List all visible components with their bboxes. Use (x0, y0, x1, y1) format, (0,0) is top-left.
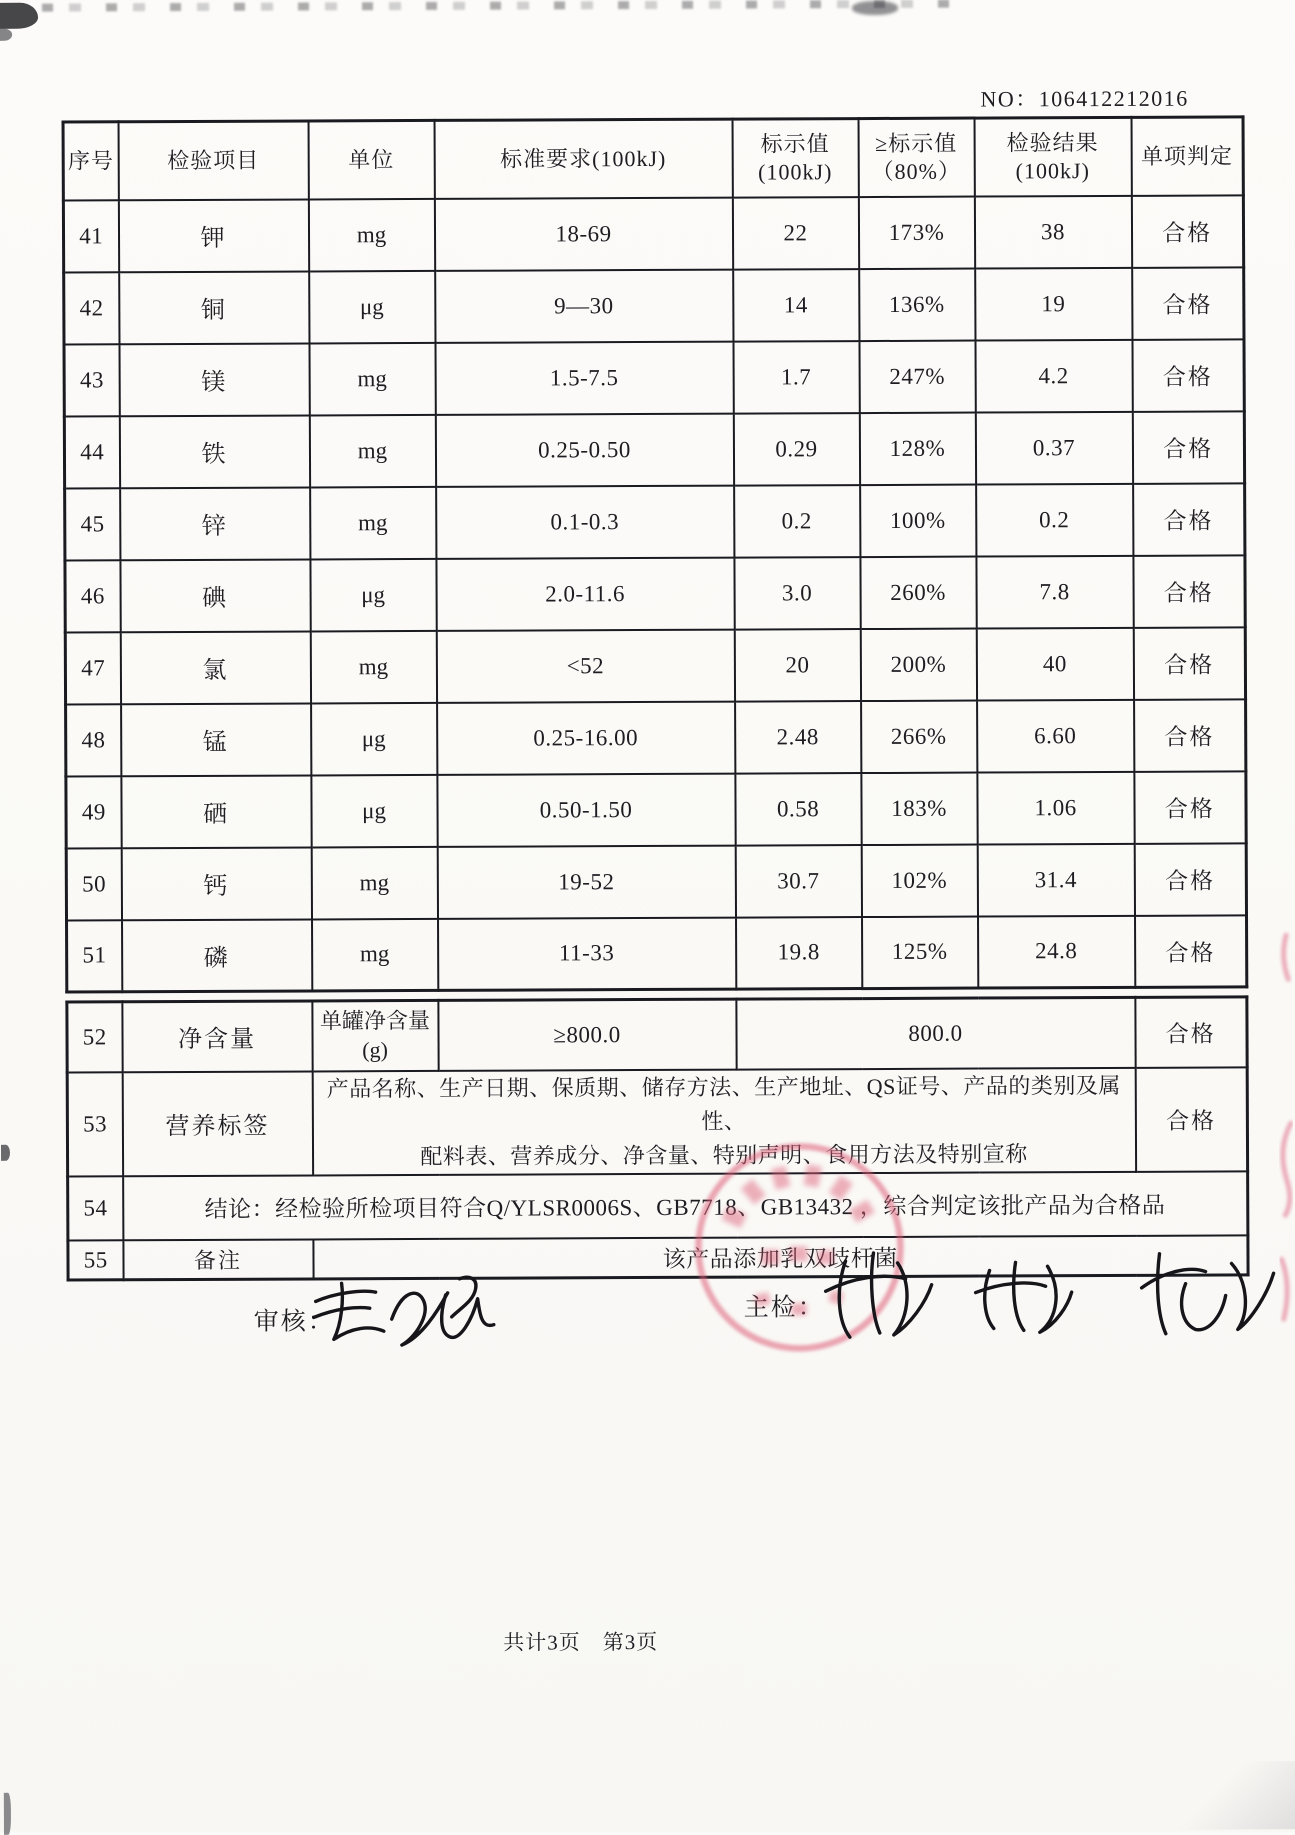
judgment-cell: 合格 (1133, 483, 1245, 555)
labeled-value-cell: 19.8 (736, 917, 862, 990)
labeled-value-cell: 2.48 (735, 701, 861, 774)
unit-cell: mg (309, 414, 435, 487)
document-number: NO：106412212016 (980, 85, 1189, 112)
result-cell: 0.37 (975, 411, 1132, 484)
result-cell: 40 (976, 627, 1133, 700)
reviewer-label: 审核： (253, 1308, 335, 1336)
reviewer-signature (299, 1251, 509, 1367)
result-cell: 7.8 (976, 555, 1133, 628)
result-cell: 4.2 (975, 339, 1132, 412)
result-cell: 0.2 (976, 483, 1133, 556)
table-row (63, 195, 1243, 272)
judgment-cell: 合格 (1133, 555, 1245, 627)
row-number-cell: 45 (65, 488, 120, 560)
scan-artifact (4, 1793, 11, 1835)
judgment-cell: 合格 (1132, 339, 1244, 411)
label-content-line: 产品名称、生产日期、保质期、储存方法、生产地址、QS证号、产品的类别及属性、 (326, 1072, 1121, 1134)
unit-cell: μg (309, 270, 435, 343)
standard-requirement-cell: <52 (436, 629, 734, 702)
unit-cell: mg (310, 486, 436, 559)
test-item-cell: 营养标签 (122, 1071, 312, 1176)
page-footer: 共计3页 第3页 (503, 1629, 659, 1655)
row-number-cell: 47 (65, 632, 120, 704)
conclusion-cell: 结论：经检验所检项目符合Q/YLSR0006S、GB7718、GB13432 ，综合判定该批产品为合格品 (123, 1171, 1248, 1240)
table-row (64, 339, 1244, 416)
row-number-cell: 43 (64, 344, 119, 416)
table-row (66, 843, 1246, 920)
test-item-cell: 硒 (121, 775, 311, 848)
result-cell: 19 (975, 267, 1132, 340)
row-number-cell: 49 (66, 776, 121, 848)
scan-artifact (42, 0, 962, 12)
unit-line: (g) (362, 1036, 388, 1062)
column-header-result: 检验结果 (100kJ) (974, 117, 1131, 196)
row-number-cell: 48 (66, 704, 121, 776)
ratio-cell: 183% (861, 772, 977, 845)
judgment-cell: 合格 (1133, 627, 1245, 699)
unit-cell: μg (311, 702, 437, 775)
test-item-cell: 氯 (120, 631, 310, 704)
labeled-value-cell: 0.58 (735, 773, 861, 846)
label-content-cell (312, 1067, 1135, 1175)
ratio-cell: 200% (860, 628, 976, 701)
test-item-cell: 钙 (121, 847, 311, 920)
scan-artifact (852, 1, 898, 15)
test-item-cell: 锰 (121, 703, 311, 776)
row-number-cell: 44 (64, 416, 119, 488)
unit-cell: μg (310, 558, 436, 631)
column-header-no: 序号 (63, 122, 118, 200)
standard-requirement-cell: 19-52 (437, 845, 735, 918)
ratio-cell: 125% (862, 916, 978, 989)
chief-inspector-signatures (811, 1229, 1287, 1356)
test-item-cell: 备注 (123, 1239, 313, 1280)
inspection-table-upper (62, 115, 1249, 993)
table-row (64, 267, 1244, 344)
test-item-cell: 净含量 (122, 1001, 312, 1072)
unit-cell: mg (309, 342, 435, 415)
column-header-item: 检验项目 (118, 121, 308, 200)
labeled-value-cell: 20 (734, 629, 860, 702)
column-header-ratio: ≥标示值 （80%） (858, 118, 974, 197)
judgment-cell: 合格 (1134, 699, 1246, 771)
row-number-cell: 42 (64, 272, 119, 344)
judgment-cell: 合格 (1135, 915, 1247, 987)
chief-inspector-label: 主检： (743, 1294, 825, 1322)
table-row (64, 411, 1244, 488)
judgment-cell: 合格 (1132, 411, 1244, 483)
labeled-value-cell: 30.7 (735, 845, 861, 918)
ratio-cell: 136% (859, 268, 975, 341)
column-header-unit: 单位 (308, 120, 434, 199)
unit-cell: mg (310, 630, 436, 703)
result-cell: 1.06 (977, 771, 1134, 844)
table-row (65, 483, 1245, 560)
standard-requirement-cell: 9—30 (435, 269, 733, 342)
ratio-cell: 266% (861, 700, 977, 773)
ratio-cell: 173% (858, 196, 974, 269)
label-content-line: 配料表、营养成分、净含量、特别声明、食用方法及特别宣称 (420, 1141, 1028, 1169)
column-header-standard: 标准要求(100kJ) (434, 119, 732, 198)
ratio-cell: 102% (861, 844, 977, 917)
table-row (65, 627, 1245, 704)
scan-artifact (0, 3, 38, 29)
scan-artifact (1164, 1761, 1295, 1830)
standard-requirement-cell: 2.0-11.6 (436, 557, 734, 630)
judgment-cell: 合格 (1135, 997, 1247, 1067)
column-header-judgment: 单项判定 (1131, 117, 1243, 195)
standard-requirement-cell: 1.5-7.5 (435, 341, 733, 414)
test-item-cell: 镁 (119, 343, 309, 416)
table-row (65, 555, 1245, 632)
test-item-cell: 磷 (122, 919, 312, 992)
row-number-cell: 51 (67, 920, 122, 992)
table-row (66, 771, 1246, 848)
standard-requirement-cell: 0.50-1.50 (437, 773, 735, 846)
ratio-cell: 100% (860, 484, 976, 557)
row-number-cell: 55 (68, 1240, 123, 1280)
standard-requirement-cell: 0.1-0.3 (436, 485, 734, 558)
table-row-net-content (67, 997, 1247, 1072)
unit-line: 单罐净含量 (319, 1008, 431, 1034)
table-row-nutrition-label (67, 1067, 1247, 1176)
table-row (66, 699, 1246, 776)
scan-artifact (1, 1145, 10, 1161)
test-item-cell: 锌 (120, 487, 310, 560)
judgment-cell: 合格 (1134, 843, 1246, 915)
standard-requirement-cell: ≥800.0 (438, 999, 736, 1070)
measured-value-cell: 800.0 (736, 997, 1135, 1069)
result-cell: 6.60 (977, 699, 1134, 772)
row-number-cell: 50 (66, 848, 121, 920)
unit-cell: mg (311, 846, 437, 919)
row-number-cell: 52 (67, 1002, 122, 1072)
unit-cell: mg (312, 918, 438, 991)
row-number-cell: 46 (65, 560, 120, 632)
test-item-cell: 铁 (119, 415, 309, 488)
test-item-cell: 铜 (119, 271, 309, 344)
column-header-labeled: 标示值 (100kJ) (732, 119, 858, 198)
judgment-cell: 合格 (1135, 1067, 1247, 1172)
labeled-value-cell: 22 (732, 197, 858, 270)
result-cell: 31.4 (977, 843, 1134, 916)
standard-requirement-cell: 11-33 (438, 917, 736, 990)
labeled-value-cell: 14 (733, 269, 859, 342)
judgment-cell: 合格 (1132, 267, 1244, 339)
result-cell: 38 (974, 195, 1131, 268)
result-cell: 24.8 (978, 915, 1135, 988)
unit-cell (312, 1000, 438, 1071)
judgment-cell: 合格 (1131, 195, 1243, 267)
labeled-value-cell: 3.0 (734, 557, 860, 630)
test-item-cell: 钾 (118, 199, 308, 272)
standard-requirement-cell: 18-69 (434, 197, 732, 270)
labeled-value-cell: 0.2 (734, 485, 860, 558)
remarks-cell: 该产品添加乳双歧杆菌 (313, 1235, 1248, 1279)
standard-requirement-cell: 0.25-16.00 (437, 701, 735, 774)
labeled-value-cell: 0.29 (733, 413, 859, 486)
row-number-cell: 41 (63, 200, 118, 272)
judgment-cell: 合格 (1134, 771, 1246, 843)
scan-artifact (0, 29, 12, 41)
unit-cell: μg (311, 774, 437, 847)
table-row (67, 915, 1247, 992)
test-item-cell: 碘 (120, 559, 310, 632)
standard-requirement-cell: 0.25-0.50 (435, 413, 733, 486)
row-number-cell: 53 (67, 1072, 122, 1177)
header-row (63, 117, 1243, 200)
labeled-value-cell: 1.7 (733, 341, 859, 414)
row-number-cell: 54 (68, 1176, 123, 1240)
unit-cell: mg (308, 198, 434, 271)
ratio-cell: 260% (860, 556, 976, 629)
standard-rows (63, 195, 1246, 992)
ratio-cell: 128% (859, 412, 975, 485)
ratio-cell: 247% (859, 340, 975, 413)
